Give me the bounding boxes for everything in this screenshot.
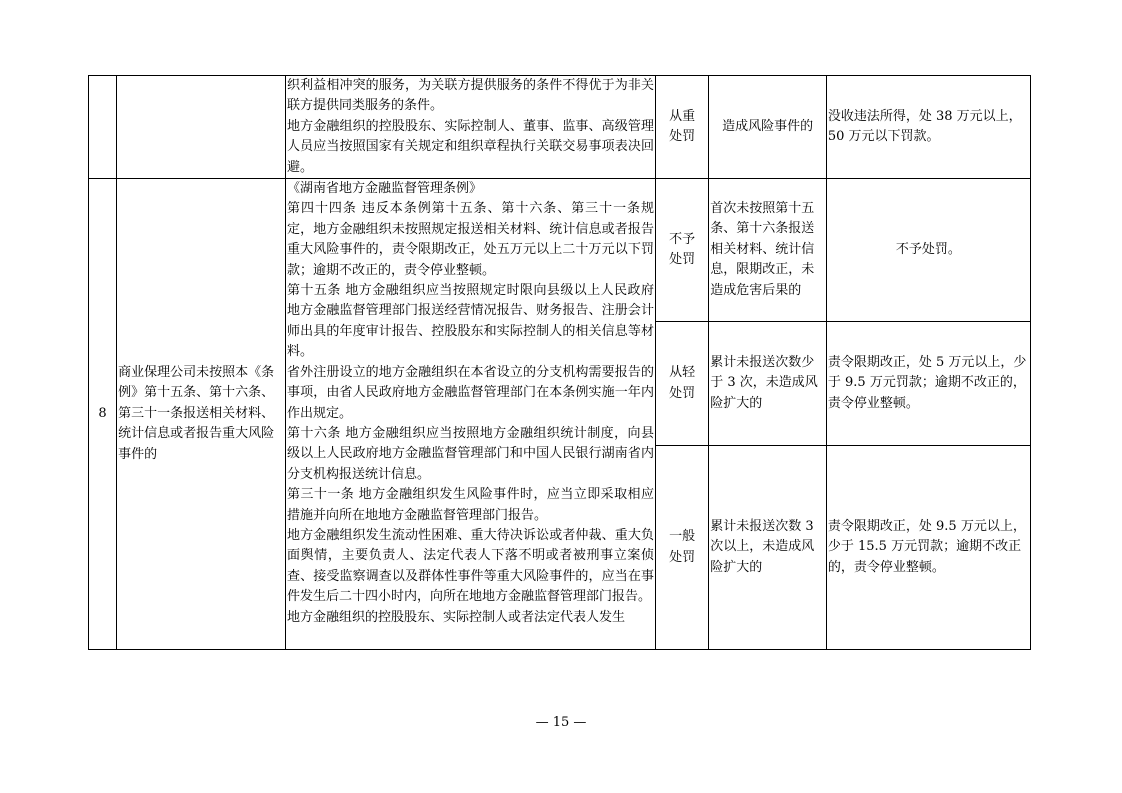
cell-penalty-level [655, 322, 708, 446]
basis-paragraph: 第四十四条 违反本条例第十五条、第十六条、第三十一条规定，地方金融组织未按照规定报送相关材料、统计信息或者报告重大风险事件的，责令限期改正，处五万元以上二十万元以下罚款；逾期不改正的，责令停业整顿。 [287, 201, 654, 278]
cell-penalty: 责令限期改正，处 5 万元以上，少于 9.5 万元罚款；逾期不改正的，责令停业整顿。 [826, 322, 1030, 446]
cell-condition: 累计未报送次数少于 3 次，未造成风险扩大的 [709, 322, 827, 446]
cell-penalty-level [655, 76, 708, 179]
penalty-level-label: 从重处罚 [669, 108, 696, 145]
cell-condition: 造成风险事件的 [709, 76, 827, 179]
table-row [89, 179, 1031, 322]
basis-paragraph: 织利益相冲突的服务，为关联方提供服务的条件不得优于为非关联方提供同类服务的条件。 [287, 78, 654, 114]
basis-paragraph: 地方金融组织的控股股东、实际控制人或者法定代表人发生 [287, 609, 626, 625]
cell-penalty-level [655, 179, 708, 322]
penalty-level-label: 不予处罚 [669, 231, 696, 268]
cell-violation: 商业保理公司未按照本《条例》第十五条、第十六条、第三十一条报送相关材料、统计信息或者报告重大风险事件的 [117, 179, 286, 650]
cell-number: 8 [89, 179, 117, 650]
penalty-level-label: 从轻处罚 [669, 365, 696, 401]
cell-penalty-level [655, 446, 708, 650]
penalty-level-label: 一般处罚 [669, 529, 696, 565]
cell-penalty: 没收违法所得，处 38 万元以上，50 万元以下罚款。 [826, 76, 1030, 179]
basis-paragraph: 第三十一条 地方金融组织发生风险事件时，应当立即采取相应措施并向所在地地方金融监督管理部门报告。 [287, 487, 654, 523]
cell-condition: 首次未按照第十五条、第十六条报送相关材料、统计信息，限期改正，未造成危害后果的 [709, 179, 827, 322]
basis-paragraph: 省外注册设立的地方金融组织在本省设立的分支机构需要报告的事项，由省人民政府地方金融监督管理部门在本条例实施一年内作出规定。 [287, 364, 654, 421]
cell-number-empty [89, 76, 117, 179]
cell-violation-empty [117, 76, 286, 179]
cell-legal-basis [286, 179, 656, 650]
cell-condition: 累计未报送次数 3 次以上，未造成风险扩大的 [709, 446, 827, 650]
cell-legal-basis [286, 76, 656, 179]
table-row-continued [89, 76, 1031, 179]
cell-penalty: 不予处罚。 [826, 179, 1030, 322]
penalty-standards-table [88, 75, 1031, 650]
basis-paragraph: 地方金融组织发生流动性困难、重大待决诉讼或者仲裁、重大负面舆情，主要负责人、法定代表人下落不明或者被刑事立案侦查、接受监察调查以及群体性事件等重大风险事件的，应当在事件发生后二十四小时内，向所在地地方金融监督管理部门报告。 [287, 527, 654, 605]
basis-paragraph: 地方金融组织的控股股东、实际控制人、董事、监事、高级管理人员应当按照国家有关规定和组织章程执行关联交易事项表决回避。 [287, 118, 654, 175]
basis-paragraph: 《湖南省地方金融监督管理条例》 [287, 181, 483, 197]
basis-paragraph: 第十五条 地方金融组织应当按照规定时限向县级以上人民政府地方金融监督管理部门报送经营情况报告、财务报告、注册会计师出具的年度审计报告、控股股东和实际控制人的相关信息等材料。 [287, 283, 654, 360]
cell-penalty: 责令限期改正，处 9.5 万元以上，少于 15.5 万元罚款；逾期不改正的，责令停业整顿。 [826, 446, 1030, 650]
basis-paragraph: 第十六条 地方金融组织应当按照地方金融组织统计制度，向县级以上人民政府地方金融监督管理部门和中国人民银行湖南省内分支机构报送统计信息。 [287, 425, 654, 482]
page-number: — 15 — [535, 715, 587, 730]
